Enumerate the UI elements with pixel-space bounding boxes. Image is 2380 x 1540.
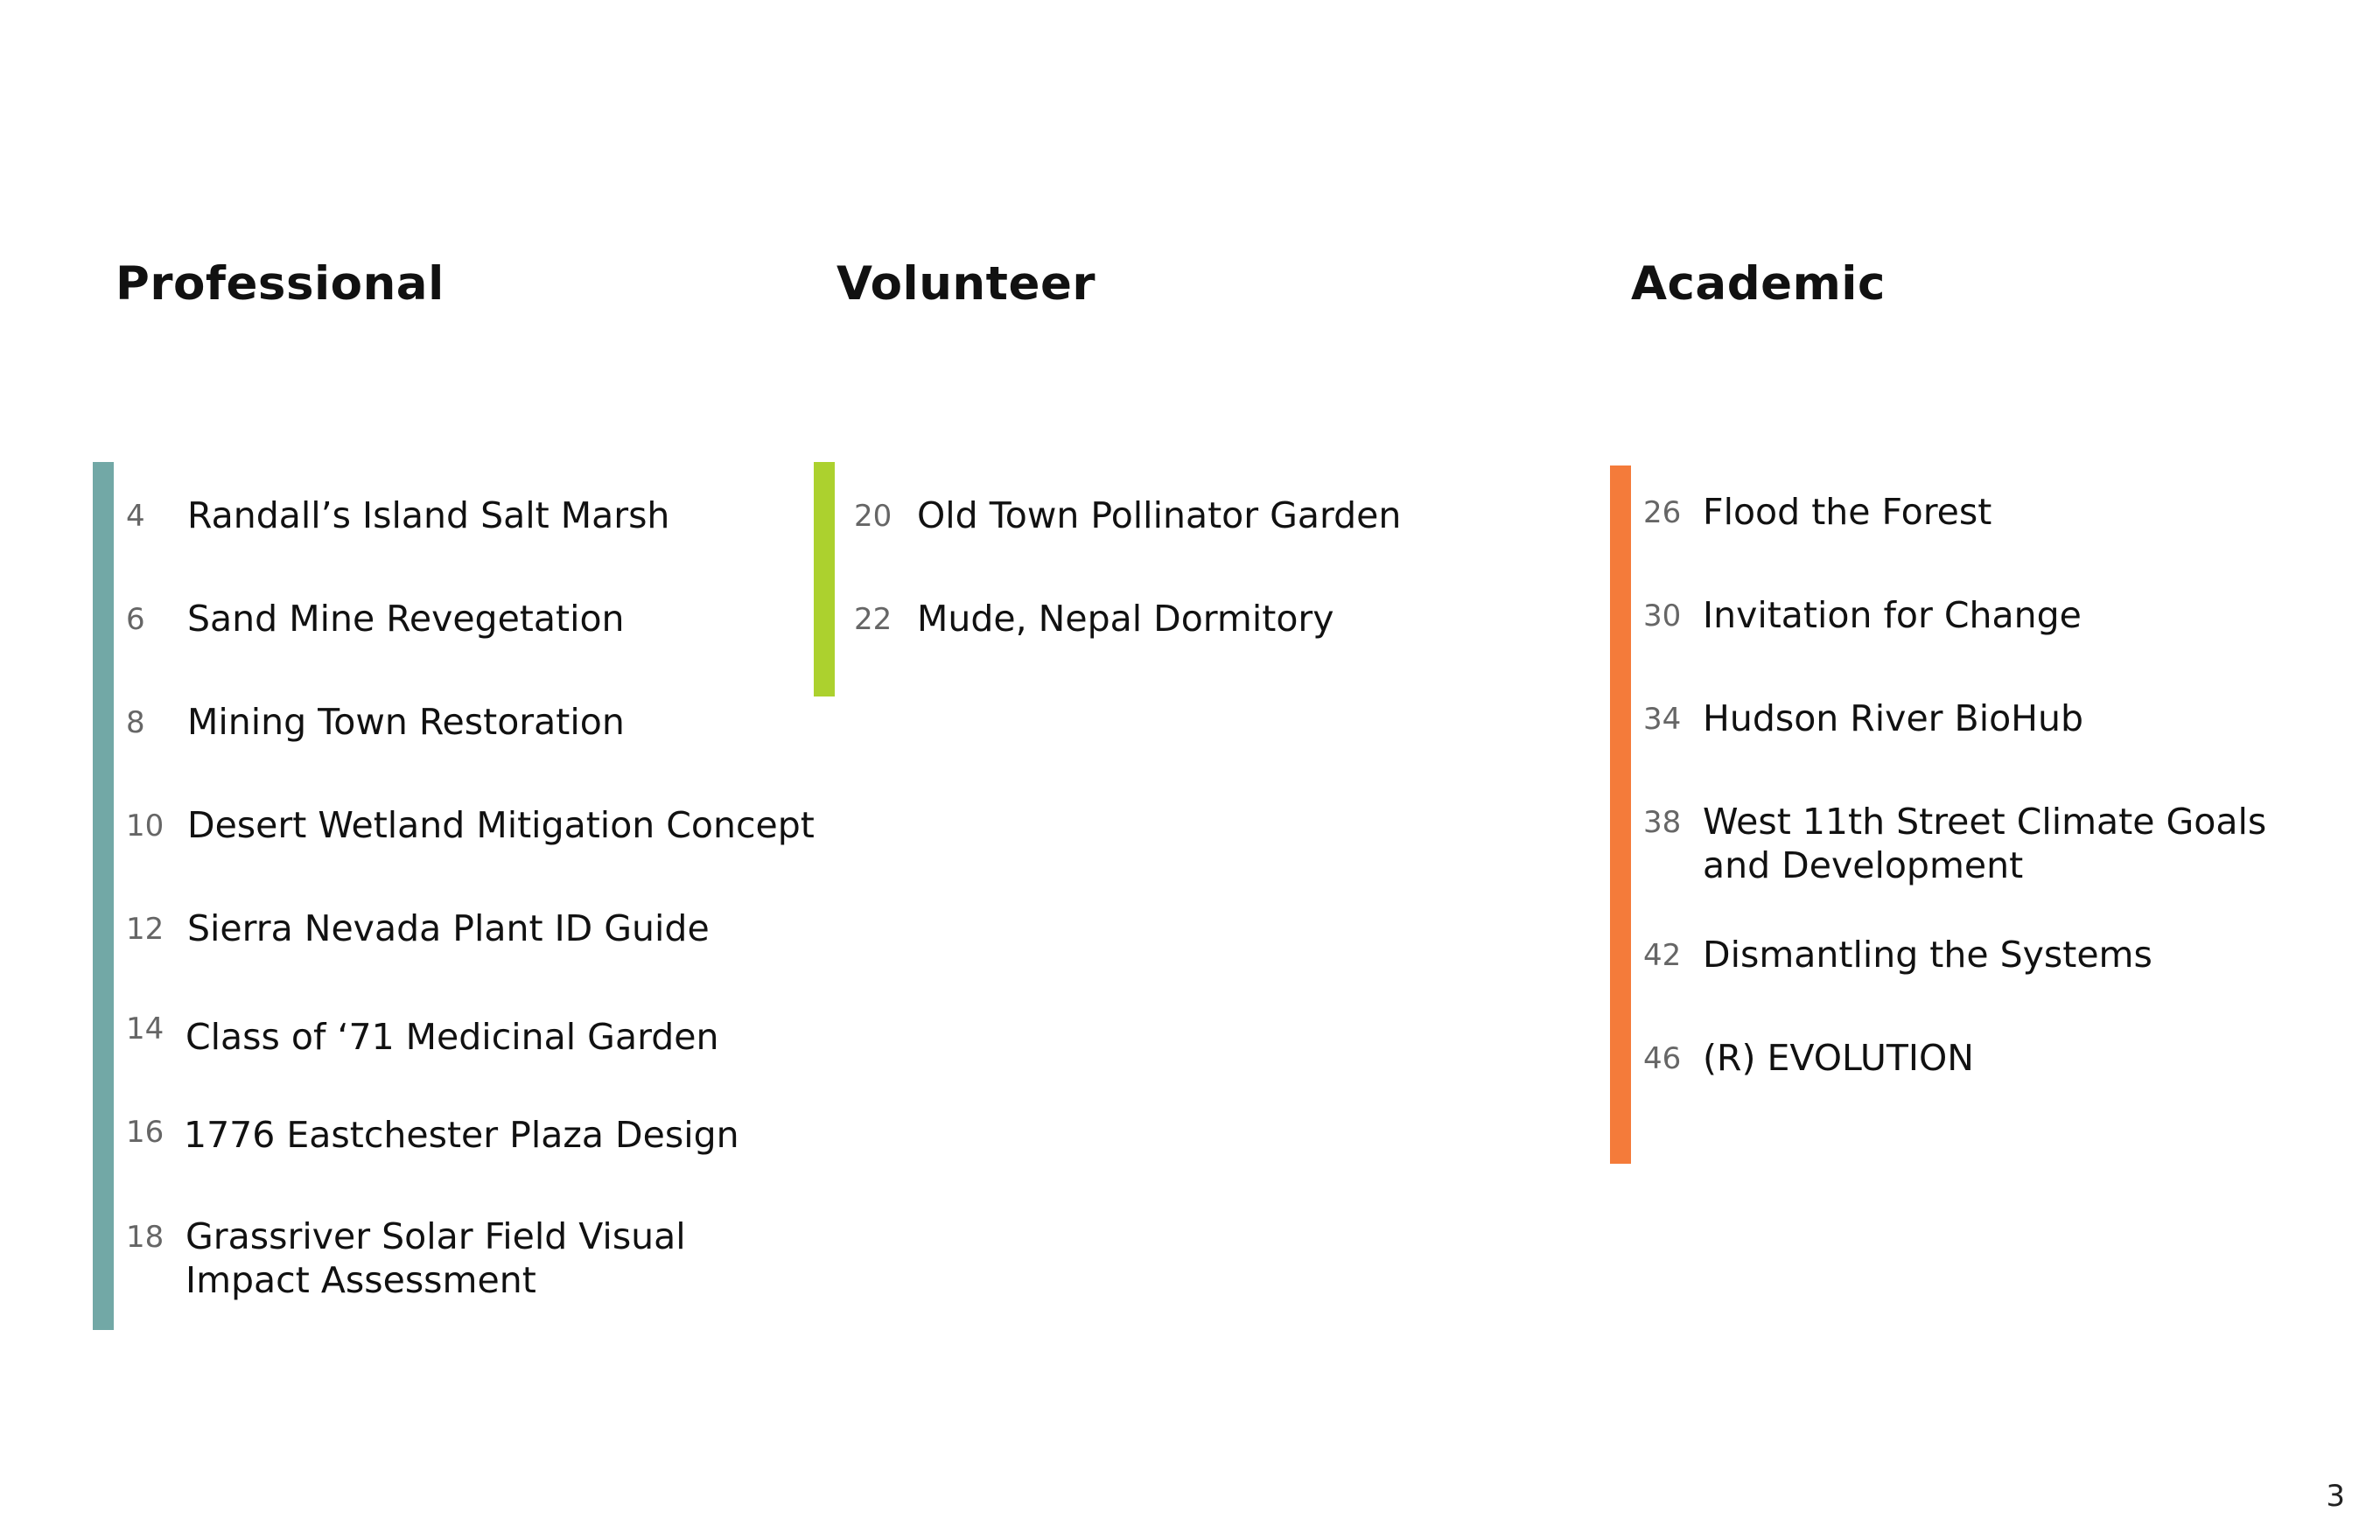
- page-number: 12: [126, 912, 164, 947]
- page-number: 30: [1643, 598, 1682, 634]
- section-title-academic: Academic: [1631, 257, 1886, 311]
- page-number: 16: [126, 1115, 164, 1150]
- toc-entry-title[interactable]: Mude, Nepal Dormitory: [917, 598, 1334, 640]
- toc-entry-title[interactable]: Sand Mine Revegetation: [187, 598, 625, 640]
- section-bar-volunteer: [814, 462, 835, 696]
- section-bar-professional: [93, 462, 114, 1330]
- toc-entry-title[interactable]: (R) EVOLUTION: [1703, 1037, 1974, 1079]
- page-number: 18: [126, 1220, 164, 1255]
- section-title-professional: Professional: [116, 257, 444, 311]
- toc-entry-title[interactable]: Desert Wetland Mitigation Concept: [187, 804, 815, 846]
- toc-entry-title[interactable]: Mining Town Restoration: [187, 701, 625, 743]
- page-folio: 3: [2326, 1479, 2345, 1514]
- toc-entry-title[interactable]: Invitation for Change: [1703, 594, 2082, 636]
- page-number: 4: [126, 499, 145, 534]
- section-title-volunteer: Volunteer: [836, 257, 1096, 311]
- page-number: 26: [1643, 495, 1682, 530]
- page-number: 8: [126, 705, 145, 740]
- toc-entry-title[interactable]: Class of ‘71 Medicinal Garden: [186, 1016, 719, 1058]
- page-number: 34: [1643, 702, 1682, 737]
- page-number: 6: [126, 602, 145, 637]
- page-number: 46: [1643, 1041, 1682, 1076]
- page-number: 14: [126, 1012, 164, 1046]
- page-number: 10: [126, 808, 164, 844]
- toc-entry-title[interactable]: Randall’s Island Salt Marsh: [187, 494, 670, 536]
- page-number: 20: [854, 499, 892, 534]
- toc-entry-title[interactable]: Hudson River BioHub: [1703, 697, 2084, 739]
- toc-entry-title[interactable]: Grassriver Solar Field Visual Impact Assessment: [186, 1215, 686, 1301]
- page-number: 42: [1643, 938, 1682, 973]
- toc-entry-title[interactable]: Dismantling the Systems: [1703, 934, 2152, 976]
- toc-entry-title[interactable]: Flood the Forest: [1703, 491, 1992, 533]
- toc-entry-title[interactable]: Sierra Nevada Plant ID Guide: [187, 907, 710, 949]
- page-number: 38: [1643, 805, 1682, 840]
- page-number: 22: [854, 602, 892, 637]
- toc-entry-title[interactable]: Old Town Pollinator Garden: [917, 494, 1402, 536]
- toc-entry-title[interactable]: West 11th Street Climate Goals and Development: [1703, 801, 2267, 886]
- section-bar-academic: [1610, 466, 1631, 1164]
- toc-entry-title[interactable]: 1776 Eastchester Plaza Design: [184, 1114, 739, 1156]
